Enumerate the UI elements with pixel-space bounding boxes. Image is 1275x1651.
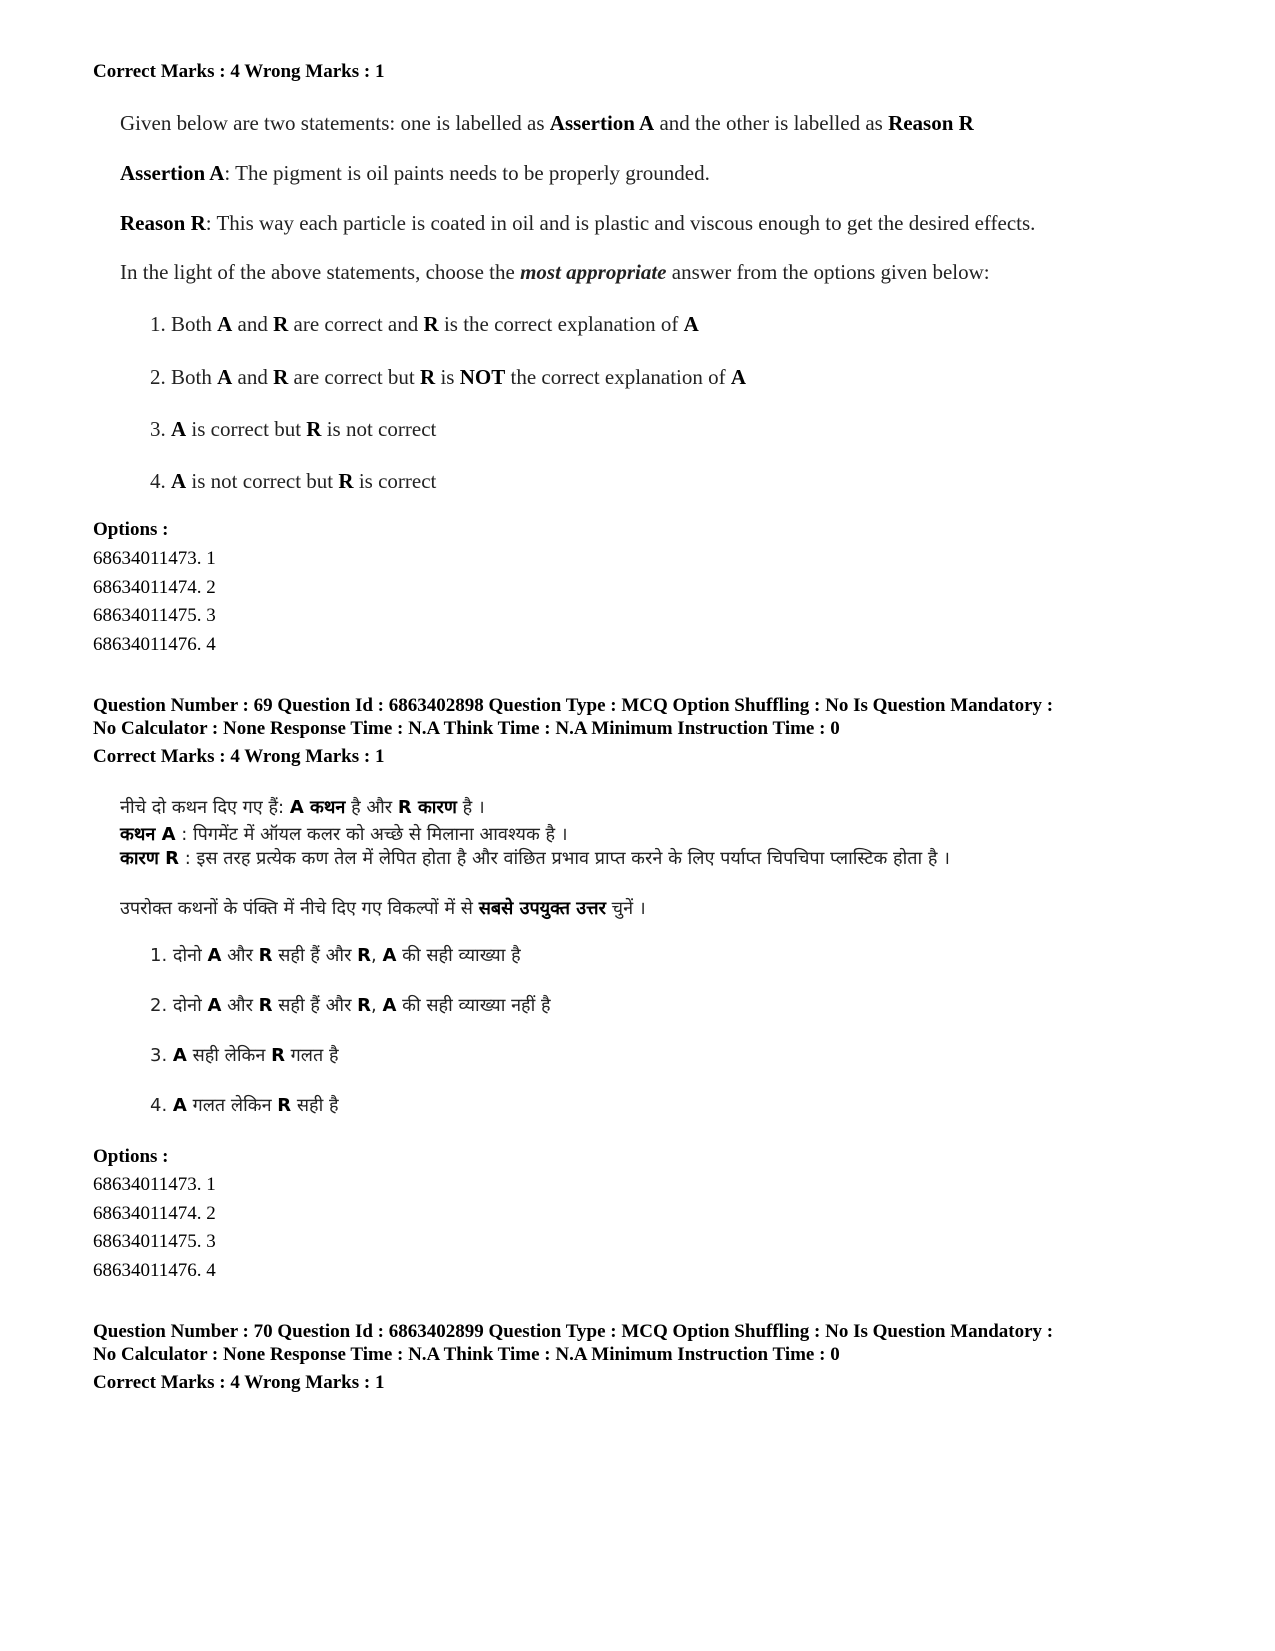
q70-marks: Correct Marks : 4 Wrong Marks : 1 — [93, 1372, 385, 1393]
q69-intro: नीचे दो कथन दिए गए हैं: A कथन है और R कारण है । — [120, 797, 485, 818]
q70-meta-line-2: No Calculator : None Response Time : N.A Think Time : N.A Minimum Instruction Time : 0 — [93, 1344, 840, 1365]
q69-meta-line-2: No Calculator : None Response Time : N.A Think Time : N.A Minimum Instruction Time : 0 — [93, 718, 840, 739]
q69-choice-3: 3. A सही लेकिन R गलत है — [150, 1045, 339, 1066]
q69-assertion: कथन A : पिगमेंट में ऑयल कलर को अच्छे से मिलाना आवश्यक है । — [120, 824, 568, 845]
q70-meta-line-1: Question Number : 70 Question Id : 6863402899 Question Type : MCQ Option Shuffling : No Is Question Mandatory : — [93, 1321, 1054, 1342]
q68-option-1: 68634011473. 1 — [93, 548, 216, 569]
q69-instruction: उपरोक्त कथनों के पंक्ति में नीचे दिए गए विकल्पों में से सबसे उपयुक्त उत्तर चुनें । — [120, 898, 646, 919]
q68-choice-1: 1. Both A and R are correct and R is the correct explanation of A — [150, 312, 699, 336]
q69-marks: Correct Marks : 4 Wrong Marks : 1 — [93, 746, 385, 767]
q69-option-1: 68634011473. 1 — [93, 1174, 216, 1195]
q69-choice-4: 4. A गलत लेकिन R सही है — [150, 1095, 339, 1116]
q68-choice-2: 2. Both A and R are correct but R is NOT the correct explanation of A — [150, 365, 747, 389]
q68-intro: Given below are two statements: one is labelled as Assertion A and the other is labelled as Reason R — [120, 111, 974, 135]
q68-option-3: 68634011475. 3 — [93, 605, 216, 626]
q68-marks: Correct Marks : 4 Wrong Marks : 1 — [93, 61, 385, 82]
q69-option-3: 68634011475. 3 — [93, 1231, 216, 1252]
q68-assertion: Assertion A: The pigment is oil paints needs to be properly grounded. — [120, 161, 710, 185]
q69-choice-1: 1. दोनो A और R सही हैं और R, A की सही व्याख्या है — [150, 945, 521, 966]
q68-option-2: 68634011474. 2 — [93, 577, 216, 598]
q69-options-heading: Options : — [93, 1146, 169, 1167]
q68-options-heading: Options : — [93, 519, 169, 540]
q68-reason: Reason R: This way each particle is coated in oil and is plastic and viscous enough to get the desired effects. — [120, 211, 1036, 235]
q69-reason: कारण R : इस तरह प्रत्येक कण तेल में लेपित होता है और वांछित प्रभाव प्राप्त करने के लिए पर्याप्त चिपचिपा प्लास्टिक होता है । — [120, 848, 951, 869]
q69-meta-line-1: Question Number : 69 Question Id : 6863402898 Question Type : MCQ Option Shuffling : No Is Question Mandatory : — [93, 695, 1054, 716]
q69-option-2: 68634011474. 2 — [93, 1203, 216, 1224]
q69-choice-2: 2. दोनो A और R सही हैं और R, A की सही व्याख्या नहीं है — [150, 995, 551, 1016]
q69-option-4: 68634011476. 4 — [93, 1260, 216, 1281]
q68-choice-3: 3. A is correct but R is not correct — [150, 417, 437, 441]
q68-option-4: 68634011476. 4 — [93, 634, 216, 655]
q68-choice-4: 4. A is not correct but R is correct — [150, 469, 437, 493]
q68-instruction: In the light of the above statements, choose the most appropriate answer from the options given below: — [120, 260, 990, 284]
